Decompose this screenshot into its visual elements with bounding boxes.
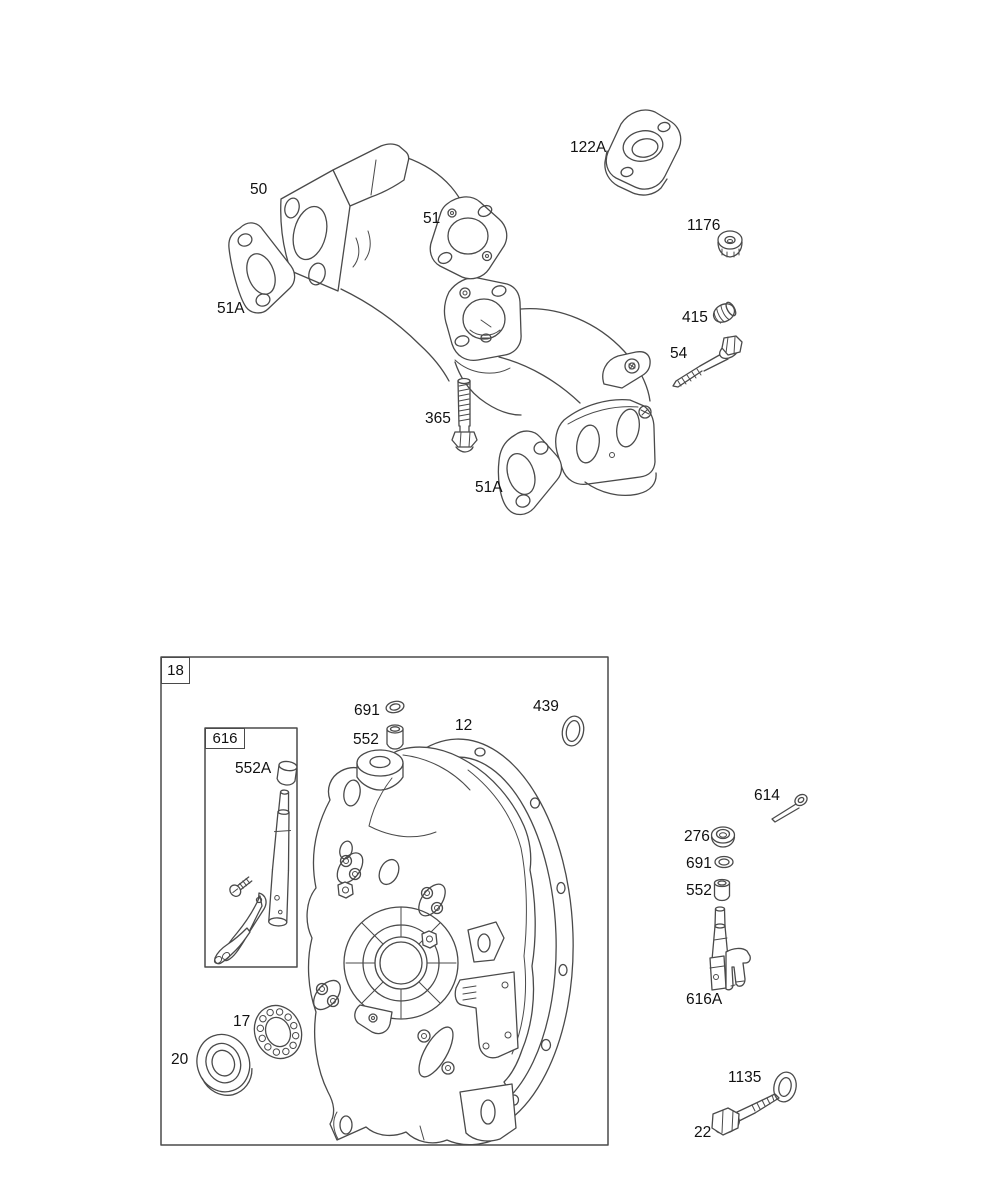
plug-415-drawing	[710, 300, 738, 326]
seal-20-drawing	[189, 1027, 259, 1103]
group-box-18-tab	[161, 657, 190, 684]
label-washer-276: 276	[684, 828, 710, 845]
washer-691-right-drawing	[715, 857, 733, 868]
washer-1135-drawing	[771, 1070, 799, 1104]
gasket-51-drawing	[430, 197, 506, 279]
inset-box-616-tab	[205, 728, 245, 749]
bushing-552-right-drawing	[715, 880, 730, 901]
spacer-122A-drawing	[605, 110, 681, 195]
stud-365-drawing	[452, 379, 477, 453]
bolt-22-drawing	[712, 1094, 779, 1137]
label-oring-439: 439	[533, 698, 559, 715]
label-bushing-552-top: 552	[353, 731, 379, 748]
label-washer-1135: 1135	[728, 1069, 762, 1086]
label-bolt-54: 54	[670, 345, 688, 362]
label-gasket-51A-lower: 51A	[475, 479, 503, 496]
label-cover-12: 12	[455, 717, 473, 734]
nut-1176-drawing	[718, 231, 742, 257]
oring-439-drawing	[560, 714, 587, 748]
label-stud-365: 365	[425, 410, 451, 427]
label-shaft-616A: 616A	[686, 991, 723, 1008]
label-bearing-17: 17	[233, 1013, 251, 1030]
label-gasket-51A-left: 51A	[217, 300, 245, 317]
crankcase-cover-drawing	[307, 747, 535, 1145]
group-box-18-label: 18	[167, 662, 184, 679]
label-pin-614: 614	[754, 787, 780, 804]
governor-shaft-616A-drawing	[710, 907, 750, 990]
label-bolt-22: 22	[694, 1124, 712, 1141]
bearing-17-drawing	[247, 998, 310, 1065]
label-cap-552A: 552A	[235, 760, 272, 777]
label-plug-415: 415	[682, 309, 708, 326]
washer-691-top-drawing	[385, 700, 405, 715]
label-nut-1176: 1176	[687, 217, 721, 234]
inset-616-parts-drawing	[213, 760, 298, 965]
label-spacer-122A: 122A	[570, 139, 607, 156]
label-bushing-552-right: 552	[686, 882, 712, 899]
washer-276-drawing	[712, 827, 735, 847]
gasket-51A-lower-drawing	[498, 431, 561, 514]
inset-box-616-label: 616	[212, 730, 238, 747]
label-gasket-51: 51	[423, 210, 441, 227]
label-seal-20: 20	[171, 1051, 189, 1068]
label-washer-691-top: 691	[354, 702, 380, 719]
bushing-552-top-drawing	[387, 725, 403, 749]
label-manifold-50: 50	[250, 181, 268, 198]
label-washer-691-right: 691	[686, 855, 712, 872]
